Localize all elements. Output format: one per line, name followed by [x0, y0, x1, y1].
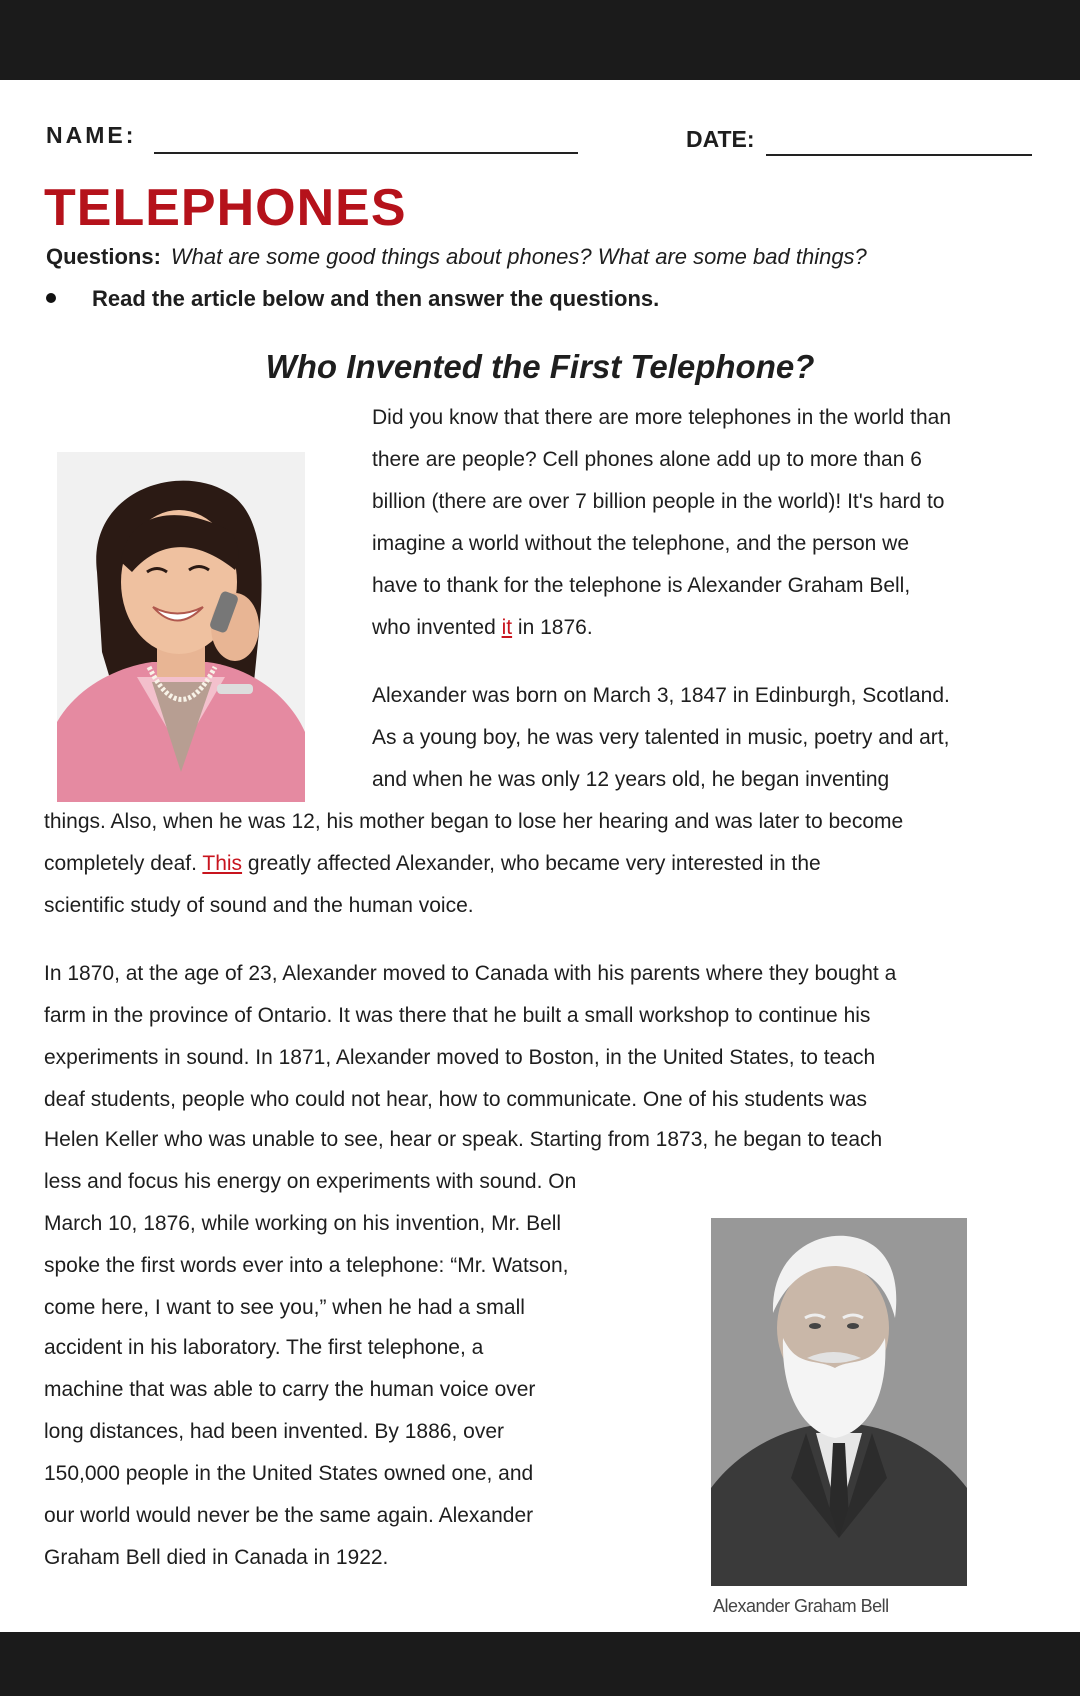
paragraph3-line: In 1870, at the age of 23, Alexander moved to Canada with his parents where they bought a — [44, 962, 897, 985]
paragraph3-line: Graham Bell died in Canada in 1922. — [44, 1546, 389, 1569]
highlighted-word-this: This — [202, 852, 243, 875]
paragraph2-line: and when he was only 12 years old, he began inventing — [372, 768, 890, 791]
paragraph2-line: As a young boy, he was very talented in music, poetry and art, — [372, 726, 950, 749]
paragraph3-line: our world would never be the same again. Alexander — [44, 1504, 534, 1527]
worksheet-page — [0, 80, 1080, 1632]
bullet-icon — [46, 293, 56, 303]
paragraph2-text: greatly affected Alexander, who became very interested in the — [242, 852, 821, 875]
date-label: DATE: — [686, 126, 755, 152]
top-black-bar — [0, 0, 1080, 80]
paragraph3-line: experiments in sound. In 1871, Alexander moved to Boston, in the United States, to teach — [44, 1046, 876, 1069]
paragraph3-line: Helen Keller who was unable to see, hear or speak. Starting from 1873, he began to teach — [44, 1128, 883, 1151]
paragraph1-line: billion (there are over 7 billion people in the world)! It's hard to — [372, 490, 945, 513]
instruction-text: Read the article below and then answer the questions. — [92, 286, 660, 311]
woman-on-phone-photo — [57, 452, 305, 802]
paragraph1-line: have to thank for the telephone is Alexander Graham Bell, — [372, 574, 911, 597]
paragraph1-line — [372, 616, 593, 640]
article-title: Who Invented the First Telephone? — [265, 348, 815, 385]
paragraph3-line: farm in the province of Ontario. It was there that he built a small workshop to continue his — [44, 1004, 871, 1027]
paragraph1-line: there are people? Cell phones alone add up to more than 6 — [372, 448, 922, 471]
paragraph3-line: less and focus his energy on experiments with sound. On — [44, 1170, 577, 1193]
paragraph3-line: long distances, had been invented. By 1886, over — [44, 1420, 504, 1443]
paragraph2-line — [44, 852, 821, 876]
portrait-caption: Alexander Graham Bell — [713, 1596, 889, 1616]
paragraph2-text: completely deaf. — [44, 852, 203, 875]
instruction-line — [46, 286, 659, 312]
bottom-black-bar — [0, 1632, 1080, 1696]
paragraph3-line: 150,000 people in the United States owned one, and — [44, 1462, 534, 1485]
alexander-graham-bell-portrait — [711, 1218, 967, 1586]
paragraph3-line: accident in his laboratory. The first telephone, a — [44, 1336, 484, 1359]
paragraph2-line: things. Also, when he was 12, his mother began to lose her hearing and was later to become — [44, 810, 904, 833]
paragraph1-line: imagine a world without the telephone, and the person we — [372, 532, 910, 555]
paragraph2-line: scientific study of sound and the human voice. — [44, 894, 474, 917]
paragraph3-line: March 10, 1876, while working on his invention, Mr. Bell — [44, 1212, 562, 1235]
paragraph3-line: spoke the first words ever into a telephone: “Mr. Watson, — [44, 1254, 569, 1277]
paragraph3-line: deaf students, people who could not hear, how to communicate. One of his students was — [44, 1088, 867, 1111]
paragraph1-line: Did you know that there are more telephones in the world than — [372, 406, 952, 429]
paragraph1-text: in 1876. — [512, 616, 593, 639]
highlighted-word-it: it — [501, 616, 513, 639]
paragraph1-text: who invented — [372, 616, 502, 639]
paragraph3-line: come here, I want to see you,” when he had a small — [44, 1296, 525, 1319]
questions-text: What are some good things about phones? What are some bad things? — [170, 244, 867, 269]
worksheet-title: TELEPHONES — [44, 179, 407, 237]
paragraph3-line: machine that was able to carry the human voice over — [44, 1378, 536, 1401]
name-label: NAME: — [46, 122, 137, 148]
questions-label: Questions: — [46, 244, 161, 269]
date-blank-line — [766, 154, 1032, 156]
paragraph2-line: Alexander was born on March 3, 1847 in Edinburgh, Scotland. — [372, 684, 950, 707]
name-blank-line — [154, 152, 578, 154]
questions-line — [46, 244, 867, 270]
